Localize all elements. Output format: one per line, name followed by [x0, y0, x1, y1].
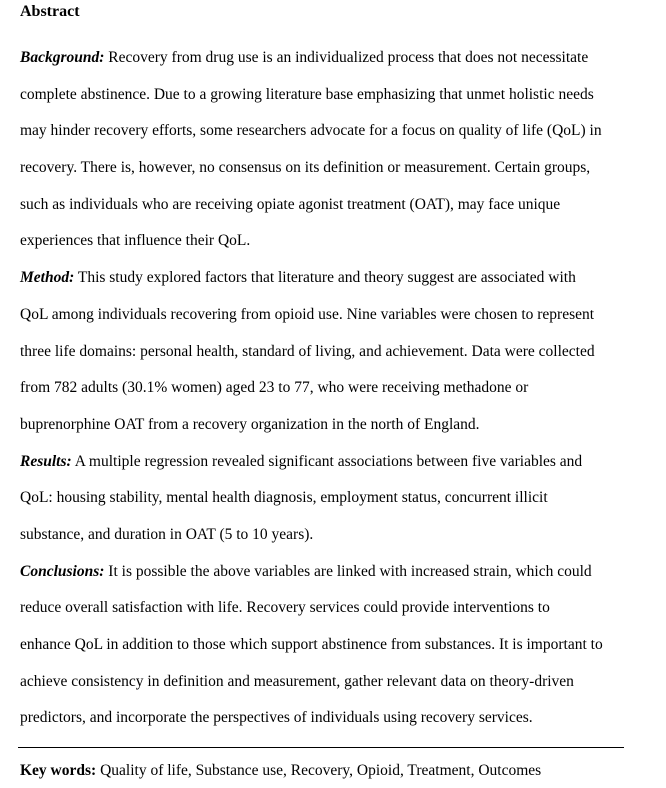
abstract-line [20, 444, 632, 481]
keywords [20, 762, 541, 780]
abstract-line: QoL among individuals recovering from opioid use. Nine variables were chosen to represent [20, 305, 595, 323]
background-text: Recovery from drug use is an individualized process that does not necessitate [104, 49, 589, 66]
background-label: Background: [20, 49, 105, 66]
abstract-line: three life domains: personal health, standard of living, and achievement. Data were collected [20, 342, 595, 360]
keywords-text: Quality of life, Substance use, Recovery, Opioid, Treatment, Outcomes [96, 762, 542, 779]
abstract-line: predictors, and incorporate the perspectives of individuals using recovery services. [20, 709, 533, 727]
conclusions-label: Conclusions: [20, 562, 105, 580]
abstract-line: buprenorphine OAT from a recovery organization in the north of England. [20, 415, 480, 433]
conclusions-text: It is possible the above variables are linked with increased strain, which could [104, 562, 592, 580]
abstract-line [20, 554, 632, 591]
abstract-line [20, 40, 632, 77]
abstract-line: experiences that influence their QoL. [20, 232, 251, 250]
method-text: This study explored factors that literature and theory suggest are associated with [74, 269, 576, 287]
abstract-line: reduce overall satisfaction with life. Recovery services could provide interventions to [20, 599, 550, 617]
abstract-line: complete abstinence. Due to a growing literature base emphasizing that unmet holistic needs [20, 85, 594, 103]
abstract-body [20, 40, 632, 737]
abstract-line: enhance QoL in addition to those which support abstinence from substances. It is important to [20, 636, 603, 653]
abstract-line: such as individuals who are receiving opiate agonist treatment (OAT), may face unique [20, 195, 561, 213]
abstract-heading: Abstract [20, 3, 80, 20]
results-text: A multiple regression revealed significant associations between five variables and [71, 452, 583, 470]
abstract-line: substance, and duration in OAT (5 to 10 years). [20, 525, 314, 543]
abstract-line: may hinder recovery efforts, some researchers advocate for a focus on quality of life (QoL) in [20, 122, 602, 140]
abstract-line [20, 260, 632, 297]
section-divider [18, 747, 624, 748]
abstract-line: QoL: housing stability, mental health diagnosis, employment status, concurrent illicit [20, 489, 548, 507]
abstract-line: achieve consistency in definition and measurement, gather relevant data on theory-driven [20, 672, 574, 690]
abstract-line: recovery. There is, however, no consensus on its definition or measurement. Certain groups, [20, 159, 591, 177]
method-label: Method: [20, 269, 75, 287]
results-label: Results: [20, 452, 72, 470]
abstract-line: from 782 adults (30.1% women) aged 23 to 77, who were receiving methadone or [20, 379, 529, 397]
keywords-label: Key words: [20, 762, 97, 779]
